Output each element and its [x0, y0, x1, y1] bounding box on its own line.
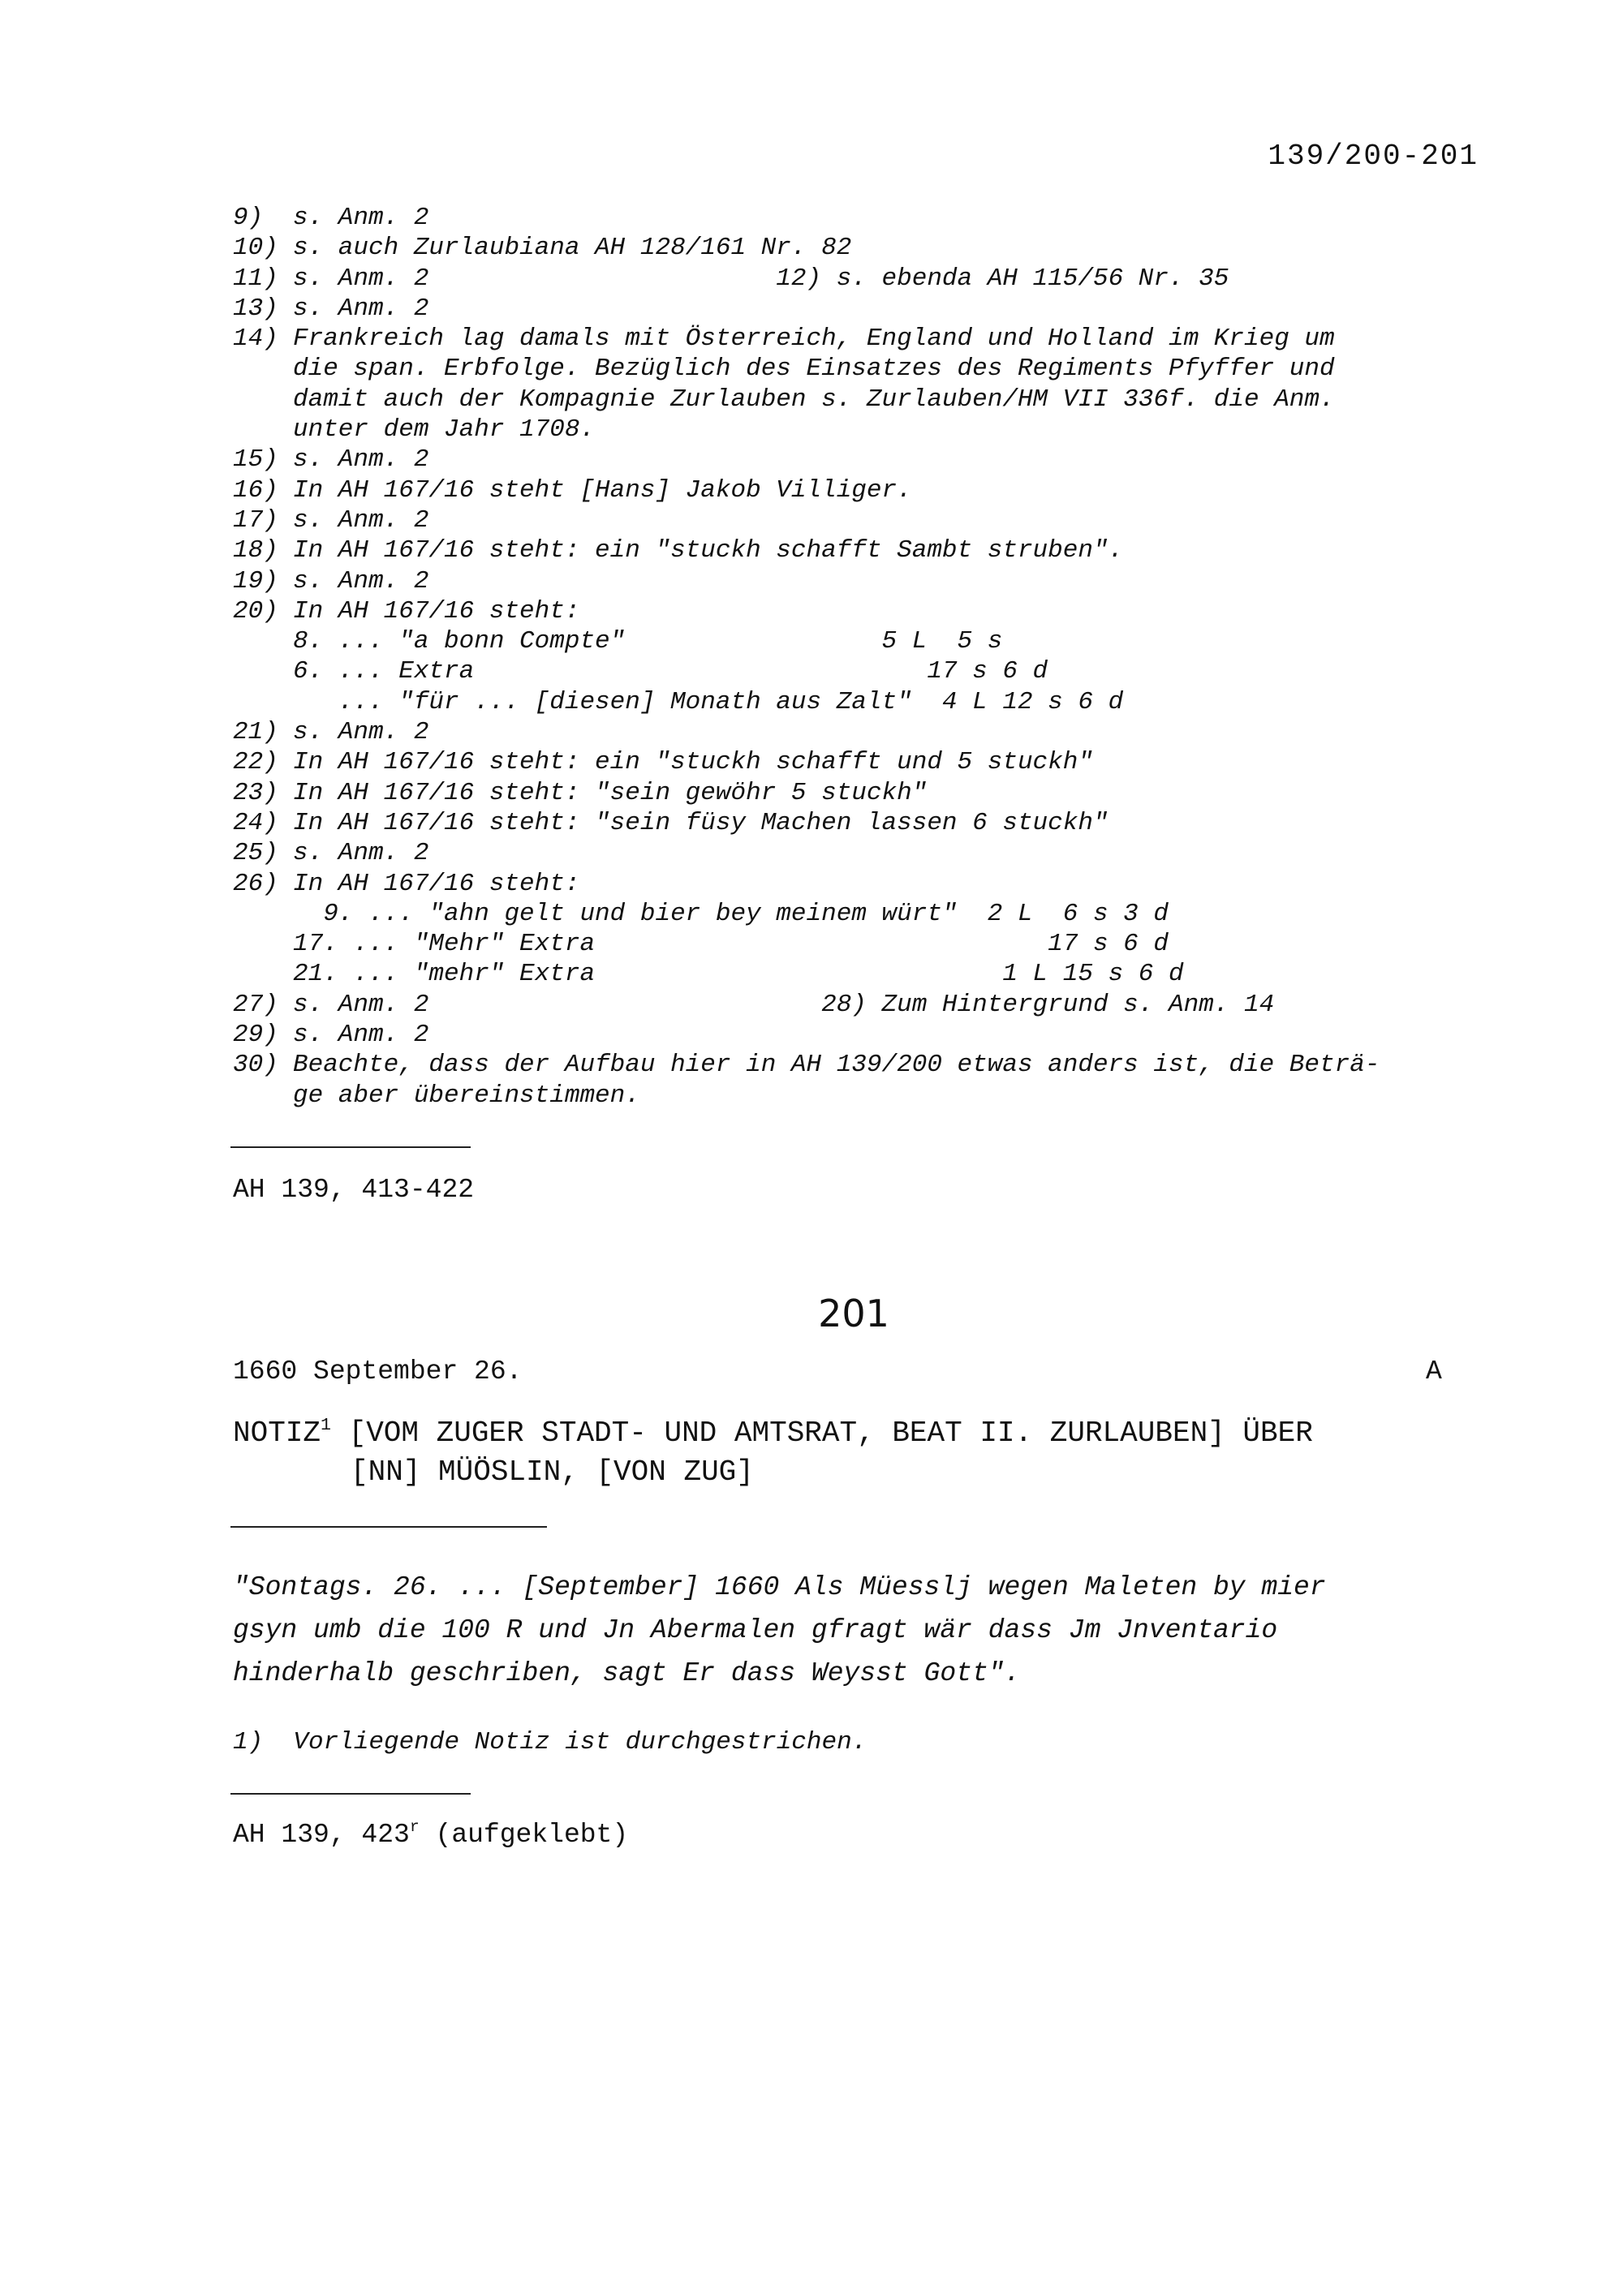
footnote-line: [233, 233, 1483, 263]
footnote-text: s. Anm. 2 28) Zum Hintergrund s. Anm. 14: [293, 990, 1275, 1019]
footnote-text: s. Anm. 2: [293, 839, 429, 868]
footnote-number: 29): [233, 1021, 278, 1050]
footnote-text: unter dem Jahr 1708.: [293, 415, 596, 445]
footnote-line: [233, 385, 1483, 415]
footnote-number: 17): [233, 505, 278, 535]
document-classification: A: [1426, 1357, 1442, 1387]
footnote-text: In AH 167/16 steht: ein "stuckh schafft Sambt struben".: [293, 536, 1124, 565]
footnote-text: In AH 167/16 steht: "sein gewöhr 5 stuckh": [293, 778, 928, 807]
footnote-line: [233, 990, 1483, 1020]
footnote-number: 11): [233, 264, 278, 293]
footnote-number: 22): [233, 748, 278, 777]
quoted-text: [233, 1566, 1326, 1695]
footnote-number: 13): [233, 294, 278, 323]
footnote-text: In AH 167/16 steht:: [293, 596, 580, 626]
footnote-line: [233, 838, 1483, 868]
footnote-line: [233, 203, 1483, 233]
footnote-text: s. Anm. 2: [293, 445, 429, 475]
title-rest: [VOM ZUGER STADT- UND AMTSRAT, BEAT II. ZURLAUBEN] ÜBER: [331, 1417, 1313, 1450]
footnote-number: 14): [233, 325, 278, 354]
footnote-text: s. auch Zurlaubiana AH 128/161 Nr. 82: [293, 234, 852, 263]
footnote-line: [233, 505, 1483, 535]
footnote-line: [233, 1020, 1483, 1050]
document-source: [233, 1820, 628, 1850]
footnote-text: s. Anm. 2 12) s. ebenda AH 115/56 Nr. 35: [293, 264, 1229, 293]
source-text: AH 139, 423: [233, 1820, 410, 1850]
footnote-line: [233, 445, 1483, 475]
footnote-number: 10): [233, 234, 278, 263]
document-footnote: 1) Vorliegende Notiz ist durchgestrichen.: [233, 1728, 867, 1756]
footnote-divider: [230, 1793, 471, 1795]
footnote-line: [233, 264, 1483, 294]
footnote-number: 21): [233, 718, 278, 747]
footnote-text: s. Anm. 2: [293, 294, 429, 323]
document-number: 201: [818, 1292, 889, 1335]
footnote-number: 15): [233, 445, 278, 475]
footnote-line: [233, 1081, 1483, 1111]
footnote-line: [233, 535, 1483, 565]
footnote-line: [233, 1050, 1483, 1080]
footnote-line: [233, 717, 1483, 747]
title-divider: [230, 1526, 547, 1528]
footnote-line: [233, 415, 1483, 445]
footnote-text: In AH 167/16 steht [Hans] Jakob Villiger.: [293, 475, 912, 505]
footnote-text: ge aber übereinstimmen.: [293, 1081, 640, 1110]
document-title-line-2: [NN] MÜÖSLIN, [VON ZUG]: [351, 1455, 754, 1489]
footnote-text: s. Anm. 2: [293, 1021, 429, 1050]
footnote-text: In AH 167/16 steht: "sein füsy Machen lassen 6 stuckh": [293, 808, 1109, 837]
footnote-number: 9): [233, 204, 264, 232]
source-reference: AH 139, 413-422: [233, 1175, 475, 1205]
footnote-line: [233, 596, 1483, 626]
footnote-line: [233, 899, 1483, 929]
footnote-line: [233, 808, 1483, 838]
footnote-line: [233, 929, 1483, 959]
footnote-line: [233, 687, 1483, 717]
source-note: (aufgeklebt): [419, 1820, 629, 1850]
footnote-number: 16): [233, 475, 278, 505]
footnote-text: Beachte, dass der Aufbau hier in AH 139/200 etwas anders ist, die Beträ-: [293, 1051, 1380, 1080]
title-lead: NOTIZ: [233, 1417, 321, 1450]
footnote-text: damit auch der Kompagnie Zurlauben s. Zurlauben/HM VII 336f. die Anm.: [293, 385, 1335, 414]
footnote-line: [233, 475, 1483, 505]
footnote-number: 20): [233, 596, 278, 626]
footnote-line: [233, 354, 1483, 384]
footnote-number: 27): [233, 990, 278, 1019]
footnote-text: ... "für ... [diesen] Monath aus Zalt" 4 L 12 s 6 d: [293, 687, 1124, 716]
footnote-number: 26): [233, 869, 278, 898]
footnote-text: 6. ... Extra 17 s 6 d: [293, 657, 1048, 686]
document-title-line-1: [233, 1417, 1313, 1450]
footnote-line: [233, 778, 1483, 808]
footnote-line: [233, 566, 1483, 596]
footnote-text: In AH 167/16 steht:: [293, 869, 580, 898]
footnote-number: 25): [233, 839, 278, 868]
footnote-marker: 1: [321, 1415, 331, 1435]
footnote-number: 23): [233, 778, 278, 807]
footnote-text: s. Anm. 2: [293, 566, 429, 595]
footnote-number: 24): [233, 808, 278, 837]
document-date: 1660 September 26.: [233, 1357, 523, 1387]
footnote-text: 17. ... "Mehr" Extra 17 s 6 d: [293, 930, 1169, 959]
footnote-text: In AH 167/16 steht: ein "stuckh schafft und 5 stuckh": [293, 748, 1093, 777]
footnote-line: [233, 656, 1483, 686]
footnote-text: 9. ... "ahn gelt und bier bey meinem würt" 2 L 6 s 3 d: [293, 899, 1169, 928]
footnote-line: [233, 294, 1483, 324]
footnote-text: 21. ... "mehr" Extra 1 L 15 s 6 d: [293, 960, 1184, 989]
footnote-line: [233, 747, 1483, 777]
footnote-text: s. Anm. 2: [293, 505, 429, 535]
footnote-text: s. Anm. 2: [293, 204, 429, 232]
footnote-number: 19): [233, 566, 278, 595]
footnote-text: s. Anm. 2: [293, 718, 429, 747]
quote-line: "Sontags. 26. ... [September] 1660 Als Müesslj wegen Maleten by mier: [233, 1572, 1326, 1602]
quote-line: hinderhalb geschriben, sagt Er dass Weysst Gott".: [233, 1658, 1021, 1688]
footnote-line: [233, 324, 1483, 354]
footnote-line: [233, 959, 1483, 989]
page-number: 139/200-201: [1268, 140, 1479, 173]
recto-marker: r: [409, 1818, 420, 1837]
footnotes-block: [233, 203, 1483, 1111]
footnote-text: Frankreich lag damals mit Österreich, England und Holland im Krieg um: [293, 325, 1335, 354]
footnote-text: die span. Erbfolge. Bezüglich des Einsatzes des Regiments Pfyffer und: [293, 355, 1335, 384]
footnote-number: 30): [233, 1051, 278, 1080]
footnote-text: 8. ... "a bonn Compte" 5 L 5 s: [293, 627, 1003, 656]
footnote-line: [233, 626, 1483, 656]
section-divider: [230, 1146, 471, 1148]
quote-line: gsyn umb die 100 R und Jn Abermalen gfragt wär dass Jm Jnventario: [233, 1615, 1278, 1645]
footnote-line: [233, 869, 1483, 899]
footnote-number: 18): [233, 536, 278, 565]
